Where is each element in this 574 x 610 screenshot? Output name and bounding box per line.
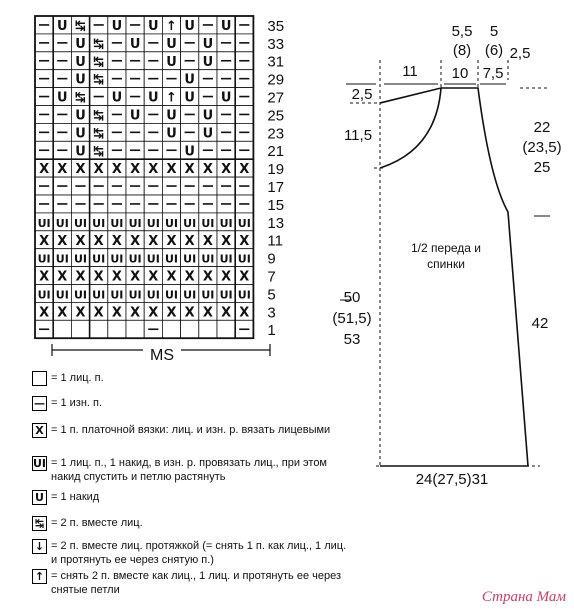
- svg-text:↹: ↹: [75, 18, 86, 34]
- svg-text:UI: UI: [73, 288, 88, 302]
- row-number: 3: [267, 304, 276, 322]
- svg-text:X: X: [239, 269, 250, 285]
- svg-text:X: X: [239, 305, 250, 321]
- legend-item: [32, 539, 351, 567]
- neck-right-offset: 2,5: [509, 45, 531, 62]
- piece-label-line-1: 1/2 переда и: [411, 241, 481, 255]
- svg-text:U: U: [184, 144, 195, 160]
- legend-symbol-icon: U: [32, 490, 47, 505]
- svg-text:X: X: [148, 269, 159, 285]
- svg-text:U: U: [57, 18, 68, 34]
- svg-text:X: X: [130, 233, 141, 249]
- neck-width: 10: [451, 65, 469, 82]
- svg-text:UI: UI: [183, 288, 197, 302]
- svg-text:X: X: [130, 162, 141, 178]
- svg-text:X: X: [75, 305, 86, 321]
- legend-symbol-icon: ↓: [32, 539, 47, 554]
- svg-text:UI: UI: [237, 216, 251, 230]
- svg-text:UI: UI: [183, 252, 197, 266]
- neck-top-right-alt: (6): [484, 42, 504, 59]
- legend-symbol-icon: UI: [32, 456, 47, 470]
- svg-text:U: U: [75, 108, 86, 124]
- svg-text:U: U: [166, 54, 177, 70]
- svg-text:U: U: [184, 18, 195, 34]
- svg-text:X: X: [148, 233, 159, 249]
- row-number: 27: [267, 89, 285, 107]
- svg-text:↹: ↹: [75, 90, 86, 106]
- svg-text:U: U: [75, 144, 86, 160]
- legend-symbol-icon: X: [32, 423, 47, 438]
- legend-symbol-icon: ↹: [32, 516, 47, 531]
- svg-text:U: U: [220, 18, 232, 34]
- svg-text:X: X: [130, 269, 141, 285]
- svg-text:X: X: [111, 233, 122, 249]
- svg-text:UI: UI: [201, 288, 215, 302]
- svg-text:X: X: [93, 269, 104, 285]
- svg-text:U: U: [166, 108, 177, 124]
- repeat-label: MS: [150, 347, 174, 364]
- legend-text: = 1 п. платочной вязки: лиц. и изн. р. вязать лицевыми: [51, 424, 331, 436]
- svg-text:UI: UI: [183, 216, 197, 230]
- svg-text:X: X: [202, 233, 213, 249]
- total-height-b: (51,5): [332, 310, 372, 327]
- svg-text:U: U: [202, 126, 214, 142]
- legend-symbol-icon: [32, 371, 47, 386]
- svg-text:U: U: [202, 108, 214, 124]
- svg-text:U: U: [129, 36, 141, 52]
- svg-text:X: X: [148, 305, 159, 321]
- svg-text:U: U: [75, 126, 86, 142]
- svg-text:X: X: [130, 305, 141, 321]
- svg-text:UI: UI: [110, 216, 124, 230]
- legend-symbol-icon: ↑: [32, 569, 47, 584]
- svg-text:X: X: [221, 233, 232, 249]
- svg-text:X: X: [93, 233, 104, 249]
- legend-text: = 1 изн. п.: [51, 397, 103, 409]
- svg-text:UI: UI: [37, 288, 51, 302]
- legend-text: = 1 накид: [51, 491, 100, 503]
- row-number: 25: [267, 107, 285, 125]
- svg-text:UI: UI: [219, 252, 233, 266]
- svg-text:UI: UI: [201, 216, 215, 230]
- neck-top-right: 5: [489, 23, 499, 40]
- svg-text:X: X: [75, 233, 86, 249]
- svg-text:UI: UI: [237, 252, 251, 266]
- svg-text:↹: ↹: [93, 36, 105, 52]
- svg-text:UI: UI: [92, 216, 106, 230]
- svg-text:UI: UI: [164, 288, 179, 302]
- svg-text:X: X: [239, 233, 250, 249]
- legend-text: = 1 лиц. п.: [51, 372, 104, 384]
- svg-text:U: U: [184, 72, 195, 88]
- svg-text:X: X: [75, 162, 86, 178]
- svg-text:X: X: [166, 269, 177, 285]
- svg-text:X: X: [184, 305, 195, 321]
- svg-text:UI: UI: [55, 288, 69, 302]
- armhole-right-c: 25: [533, 159, 551, 176]
- svg-text:U: U: [148, 18, 159, 34]
- svg-text:X: X: [57, 269, 68, 285]
- svg-text:UI: UI: [55, 216, 69, 230]
- svg-text:X: X: [57, 233, 68, 249]
- svg-text:UI: UI: [146, 252, 160, 266]
- svg-text:X: X: [184, 162, 195, 178]
- svg-text:U: U: [57, 90, 68, 106]
- legend-item: [32, 456, 351, 484]
- svg-text:X: X: [166, 305, 177, 321]
- svg-text:X: X: [111, 269, 122, 285]
- svg-text:X: X: [221, 269, 232, 285]
- svg-text:UI: UI: [146, 288, 160, 302]
- svg-text:X: X: [166, 162, 177, 178]
- svg-text:X: X: [93, 305, 104, 321]
- row-number: 19: [267, 161, 285, 179]
- svg-text:X: X: [202, 305, 213, 321]
- svg-text:X: X: [57, 305, 68, 321]
- row-number: 35: [267, 17, 285, 35]
- svg-text:UI: UI: [164, 216, 179, 230]
- svg-text:X: X: [111, 162, 122, 178]
- svg-text:UI: UI: [73, 252, 88, 266]
- legend-item: [32, 396, 102, 411]
- svg-text:U: U: [166, 126, 177, 142]
- bottom-width: 24(27,5)31: [415, 471, 489, 488]
- row-number: 15: [267, 196, 285, 214]
- svg-text:UI: UI: [146, 216, 160, 230]
- svg-text:U: U: [75, 72, 86, 88]
- row-number: 17: [267, 179, 285, 196]
- svg-text:X: X: [239, 162, 250, 178]
- legend-text: = снять 2 п. вместе как лиц., 1 лиц. и протянуть ее через снятые петли: [51, 570, 342, 596]
- row-number: 1: [267, 322, 276, 340]
- row-number: 21: [267, 143, 285, 161]
- svg-text:↹: ↹: [93, 126, 105, 142]
- legend-text: = 2 п. вместе лиц. протяжкой (= снять 1 п. как лиц., 1 лиц. и протянуть ее через снятую п.): [51, 540, 347, 566]
- legend-item: [32, 569, 351, 597]
- neck-top-left: 5,5: [451, 23, 473, 40]
- total-height-c: 53: [343, 331, 361, 348]
- svg-text:UI: UI: [201, 252, 215, 266]
- svg-text:X: X: [39, 269, 50, 285]
- svg-text:↑: ↑: [166, 18, 177, 34]
- svg-text:U: U: [148, 90, 159, 106]
- svg-text:X: X: [221, 305, 232, 321]
- svg-text:UI: UI: [128, 288, 142, 302]
- svg-text:↑: ↑: [166, 90, 177, 106]
- watermark-logo: Страна Мам: [481, 589, 566, 605]
- svg-text:U: U: [184, 90, 195, 106]
- garment-outline: [380, 88, 528, 466]
- svg-text:X: X: [111, 305, 122, 321]
- svg-text:X: X: [39, 162, 50, 178]
- shoulder-width: 11: [402, 63, 418, 80]
- shoulder-drop: 2,5: [351, 86, 373, 103]
- svg-text:UI: UI: [73, 216, 88, 230]
- svg-text:UI: UI: [110, 252, 124, 266]
- legend-item: [32, 423, 330, 438]
- svg-text:U: U: [202, 54, 214, 70]
- svg-text:↹: ↹: [93, 54, 105, 70]
- svg-text:U: U: [129, 108, 141, 124]
- svg-text:X: X: [221, 162, 232, 178]
- svg-text:↹: ↹: [93, 108, 105, 124]
- svg-text:↹: ↹: [93, 144, 105, 160]
- svg-text:UI: UI: [219, 216, 233, 230]
- svg-text:UI: UI: [92, 288, 106, 302]
- svg-text:X: X: [148, 162, 159, 178]
- svg-text:X: X: [202, 162, 213, 178]
- svg-text:↹: ↹: [93, 72, 105, 88]
- legend-text: = 1 лиц. п., 1 накид, в изн. р. провязать лиц., при этом накид спустить и петлю растянуть: [51, 457, 327, 483]
- svg-text:X: X: [39, 305, 50, 321]
- svg-text:U: U: [202, 36, 214, 52]
- legend-symbol-icon: —: [34, 396, 45, 410]
- neck-top-left-alt: (8): [452, 42, 472, 59]
- svg-text:UI: UI: [164, 252, 179, 266]
- legend-item: [32, 490, 99, 505]
- row-number: 7: [267, 268, 276, 286]
- svg-text:UI: UI: [237, 288, 251, 302]
- svg-text:X: X: [39, 233, 50, 249]
- svg-text:UI: UI: [37, 252, 51, 266]
- piece-label-line-2: спинки: [427, 257, 465, 271]
- legend-item: [32, 371, 104, 386]
- svg-text:UI: UI: [128, 216, 142, 230]
- armhole-right-b: (23,5): [522, 139, 562, 156]
- svg-text:X: X: [184, 269, 195, 285]
- svg-text:UI: UI: [37, 216, 51, 230]
- svg-text:UI: UI: [92, 252, 106, 266]
- svg-text:UI: UI: [55, 252, 69, 266]
- armhole-left: 11,5: [343, 127, 373, 144]
- svg-text:X: X: [202, 269, 213, 285]
- svg-text:U: U: [75, 54, 86, 70]
- row-number: 29: [267, 71, 285, 89]
- total-height-a: 50: [343, 289, 361, 306]
- row-number: 9: [267, 250, 276, 268]
- svg-text:U: U: [166, 36, 177, 52]
- svg-text:UI: UI: [219, 288, 233, 302]
- row-number: 33: [267, 35, 285, 53]
- svg-text:X: X: [166, 233, 177, 249]
- row-number: 11: [267, 232, 283, 250]
- row-number: 31: [267, 53, 285, 71]
- svg-text:U: U: [220, 90, 232, 106]
- row-number: 23: [267, 125, 285, 143]
- svg-text:X: X: [93, 162, 104, 178]
- svg-text:X: X: [75, 269, 86, 285]
- armhole-right-a: 22: [533, 119, 551, 136]
- side-height: 42: [531, 315, 549, 332]
- legend-text: = 2 п. вместе лиц.: [51, 517, 143, 529]
- row-number: 13: [267, 214, 285, 232]
- legend-item: [32, 516, 143, 531]
- svg-text:U: U: [111, 90, 123, 106]
- svg-text:U: U: [75, 36, 86, 52]
- svg-text:U: U: [111, 18, 123, 34]
- shoulder-right: 7,5: [482, 65, 504, 82]
- svg-text:UI: UI: [110, 288, 124, 302]
- svg-text:UI: UI: [128, 252, 142, 266]
- row-number: 5: [267, 286, 276, 304]
- svg-text:X: X: [184, 233, 195, 249]
- svg-text:X: X: [57, 162, 68, 178]
